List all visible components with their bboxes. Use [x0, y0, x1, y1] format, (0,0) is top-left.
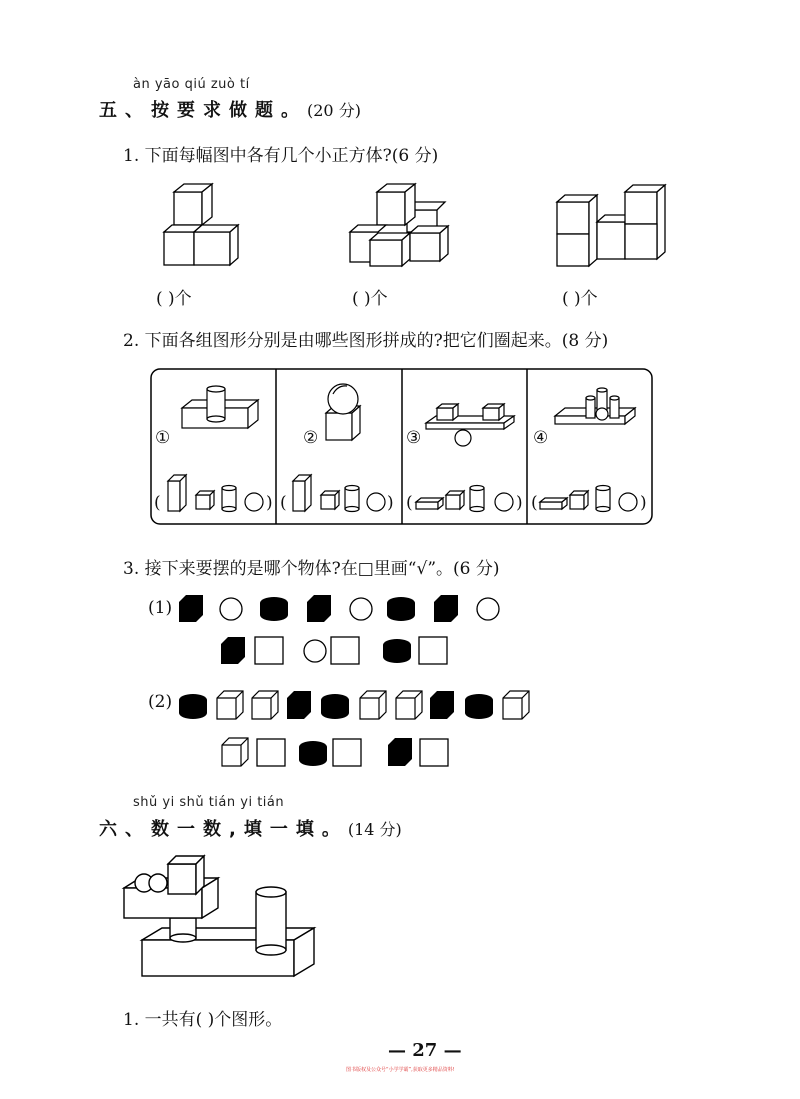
panel3-composite-shape	[426, 404, 514, 446]
section5-score: (20 分)	[307, 101, 361, 120]
answer-box	[255, 637, 283, 664]
answer-box	[419, 637, 447, 664]
black-cube-shape	[434, 595, 458, 622]
black-cube-option	[388, 738, 412, 766]
q2-paren-close-3: )	[516, 493, 523, 513]
cube-figure-1	[160, 182, 250, 267]
page-number: — 27 —	[388, 1040, 462, 1061]
cube-figure-2	[347, 182, 452, 267]
sphere-shape	[350, 598, 372, 620]
q1-answer-1[interactable]: ( )个	[156, 289, 192, 309]
shapes-composition-table	[150, 368, 654, 526]
q3-row2-sequence	[177, 688, 537, 770]
section6-title-text: 六、数一数,填一填。	[99, 819, 348, 840]
white-cube-shape	[503, 691, 529, 719]
black-cube-shape	[430, 691, 454, 719]
panel1-candidate-shapes	[168, 475, 263, 512]
black-cylinder-shape	[321, 694, 349, 719]
footer-note: 图书版权及公众号“小学学霸”,获取更多精品资料!	[346, 1067, 455, 1073]
q3-row1-sequence	[175, 592, 505, 670]
q2-paren-open-4: (	[531, 493, 538, 513]
white-cube-shape	[252, 691, 278, 719]
q2-paren-open-3: (	[406, 493, 413, 513]
q1-text: 1. 下面每幅图中各有几个小正方体?(6 分)	[123, 146, 439, 166]
black-cylinder-option	[383, 639, 411, 663]
white-cube-option	[222, 738, 248, 766]
white-cube-shape	[217, 691, 243, 719]
black-cube-option	[221, 637, 245, 664]
q2-paren-close-4: )	[640, 493, 647, 513]
sphere-shape	[477, 598, 499, 620]
black-cylinder-shape	[387, 597, 415, 621]
answer-box	[420, 739, 448, 766]
sphere-option	[304, 640, 326, 662]
answer-box	[333, 739, 361, 766]
black-cube-shape	[287, 691, 311, 719]
q2-label-1: ①	[155, 428, 171, 448]
q2-paren-close-1: )	[266, 493, 273, 513]
q3-text: 3. 接下来要摆的是哪个物体?在□里画“√”。(6 分)	[123, 559, 500, 579]
panel4-candidate-shapes	[540, 486, 637, 512]
panel1-composite-shape	[182, 386, 258, 428]
q1-answer-3[interactable]: ( )个	[562, 289, 598, 309]
answer-box	[257, 739, 285, 766]
q2-paren-close-2: )	[387, 493, 394, 513]
black-cylinder-shape	[260, 597, 288, 621]
section5-title	[99, 96, 361, 122]
q2-label-3: ③	[406, 428, 422, 448]
black-cube-shape	[179, 595, 203, 622]
q3-row2-label: (2)	[148, 692, 173, 712]
panel3-candidate-shapes	[416, 486, 513, 512]
section6-score: (14 分)	[347, 820, 402, 839]
q1-answer-2[interactable]: ( )个	[352, 289, 388, 309]
section6-pinyin: shǔ yi shǔ tián yi tián	[133, 795, 285, 810]
answer-box	[331, 637, 359, 664]
q6-1-text: 1. 一共有( )个图形。	[123, 1010, 283, 1030]
q2-paren-open-1: (	[154, 493, 161, 513]
section5-pinyin: àn yāo qiú zuò tí	[133, 77, 250, 92]
black-cylinder-shape	[179, 694, 207, 719]
white-cube-shape	[360, 691, 386, 719]
composite-shapes-figure	[118, 852, 318, 982]
q3-row1-label: (1)	[148, 598, 173, 618]
cube-figure-3	[553, 182, 668, 268]
q2-text: 2. 下面各组图形分别是由哪些图形拼成的?把它们圈起来。(8 分)	[123, 331, 609, 351]
section6-title	[99, 815, 402, 841]
black-cylinder-option	[299, 741, 327, 766]
white-cube-shape	[396, 691, 422, 719]
black-cube-shape	[307, 595, 331, 622]
sphere-shape	[220, 598, 242, 620]
section5-title-text: 五、按要求做题。	[99, 100, 307, 121]
panel4-composite-shape	[555, 388, 635, 424]
panel2-candidate-shapes	[293, 475, 385, 512]
black-cylinder-shape	[465, 694, 493, 719]
panel2-composite-shape	[326, 384, 360, 440]
q2-paren-open-2: (	[280, 493, 287, 513]
q2-label-2: ②	[303, 428, 319, 448]
q2-label-4: ④	[533, 428, 549, 448]
